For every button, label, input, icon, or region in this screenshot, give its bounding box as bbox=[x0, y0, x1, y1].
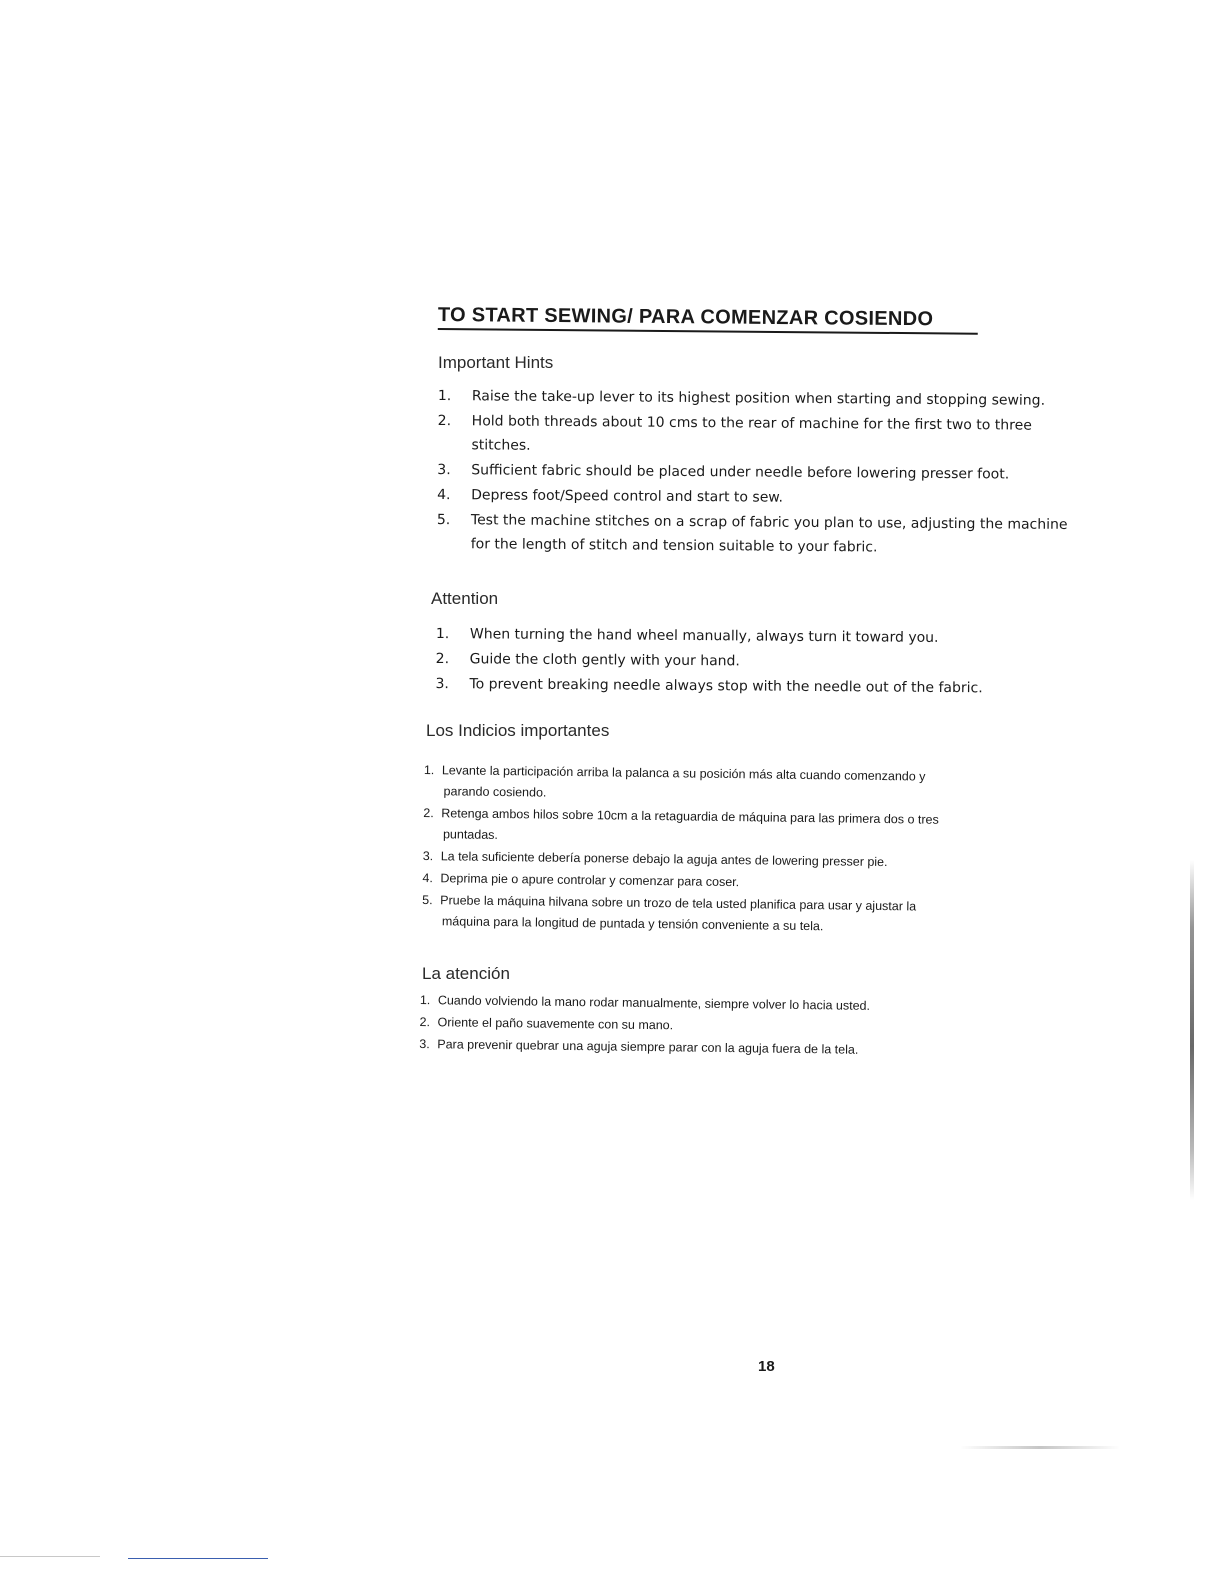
list-item: 5. Test the machine stitches on a scrap of fabric you plan to use, adjusting the machine for the length of stitch and tension suitable to your fabric. bbox=[436, 511, 1068, 556]
list-item: 2. Hold both threads about 10 cms to the rear of machine for the first two to three stitches. bbox=[437, 412, 1032, 454]
page-number: 18 bbox=[758, 1358, 775, 1375]
list-item: 3. Para prevenir quebrar una aguja siempre parar con la aguja fuera de la tela. bbox=[419, 1036, 859, 1057]
list-item: 3. To prevent breaking needle always stop with the needle out of the fabric. bbox=[435, 675, 983, 697]
important-hints-heading: Important Hints bbox=[438, 353, 554, 372]
page-title: TO START SEWING/ PARA COMENZAR COSIENDO bbox=[438, 304, 978, 335]
list-item: 1. Cuando volviendo la mano rodar manualmente, siempre volver lo hacia usted. bbox=[419, 992, 871, 1013]
list-item: 3. Sufficient fabric should be placed under needle before lowering presser foot. bbox=[437, 461, 1010, 483]
list-item: 2. Guide the cloth gently with your hand. bbox=[435, 650, 740, 670]
atencion-list bbox=[419, 990, 1060, 1064]
atencion-heading: La atención bbox=[422, 964, 510, 983]
scan-edge-line bbox=[0, 1556, 100, 1557]
scan-edge-line bbox=[128, 1558, 268, 1559]
list-item: 4. Deprima pie o apure controlar y comenzar para coser. bbox=[422, 870, 740, 890]
list-item: 3. La tela suficiente debería ponerse debajo la aguja antes de lowering presser pie. bbox=[422, 848, 888, 870]
list-item: 2. Oriente el paño suavemente con su mano. bbox=[419, 1014, 674, 1033]
list-item: 4. Depress foot/Speed control and start to sew. bbox=[437, 486, 784, 506]
indicios-list bbox=[422, 760, 1074, 941]
scan-bottom-shadow bbox=[960, 1446, 1120, 1449]
list-item: 1. Raise the take-up lever to its highest position when starting and stopping sewing. bbox=[437, 387, 1046, 409]
indicios-heading: Los Indicios importantes bbox=[426, 721, 610, 740]
attention-heading: Attention bbox=[431, 589, 499, 608]
list-item: 1. When turning the hand wheel manually, always turn it toward you. bbox=[435, 625, 939, 646]
scan-edge-shadow bbox=[1190, 860, 1194, 1200]
list-item: 5. Pruebe la máquina hilvana sobre un trozo de tela usted planifica para usar y ajustar la máquina para la longitud de puntada y tensión conveniente a su tela. bbox=[422, 892, 917, 934]
attention-list bbox=[435, 622, 1076, 702]
list-item: 1. Levante la participación arriba la palanca a su posición más alta cuando comenzando y parando cosiendo. bbox=[423, 762, 926, 800]
list-item: 2. Retenga ambos hilos sobre 10cm a la retaguardia de máquina para las primera dos o tres puntadas. bbox=[423, 805, 939, 842]
important-hints-list bbox=[437, 384, 1078, 562]
